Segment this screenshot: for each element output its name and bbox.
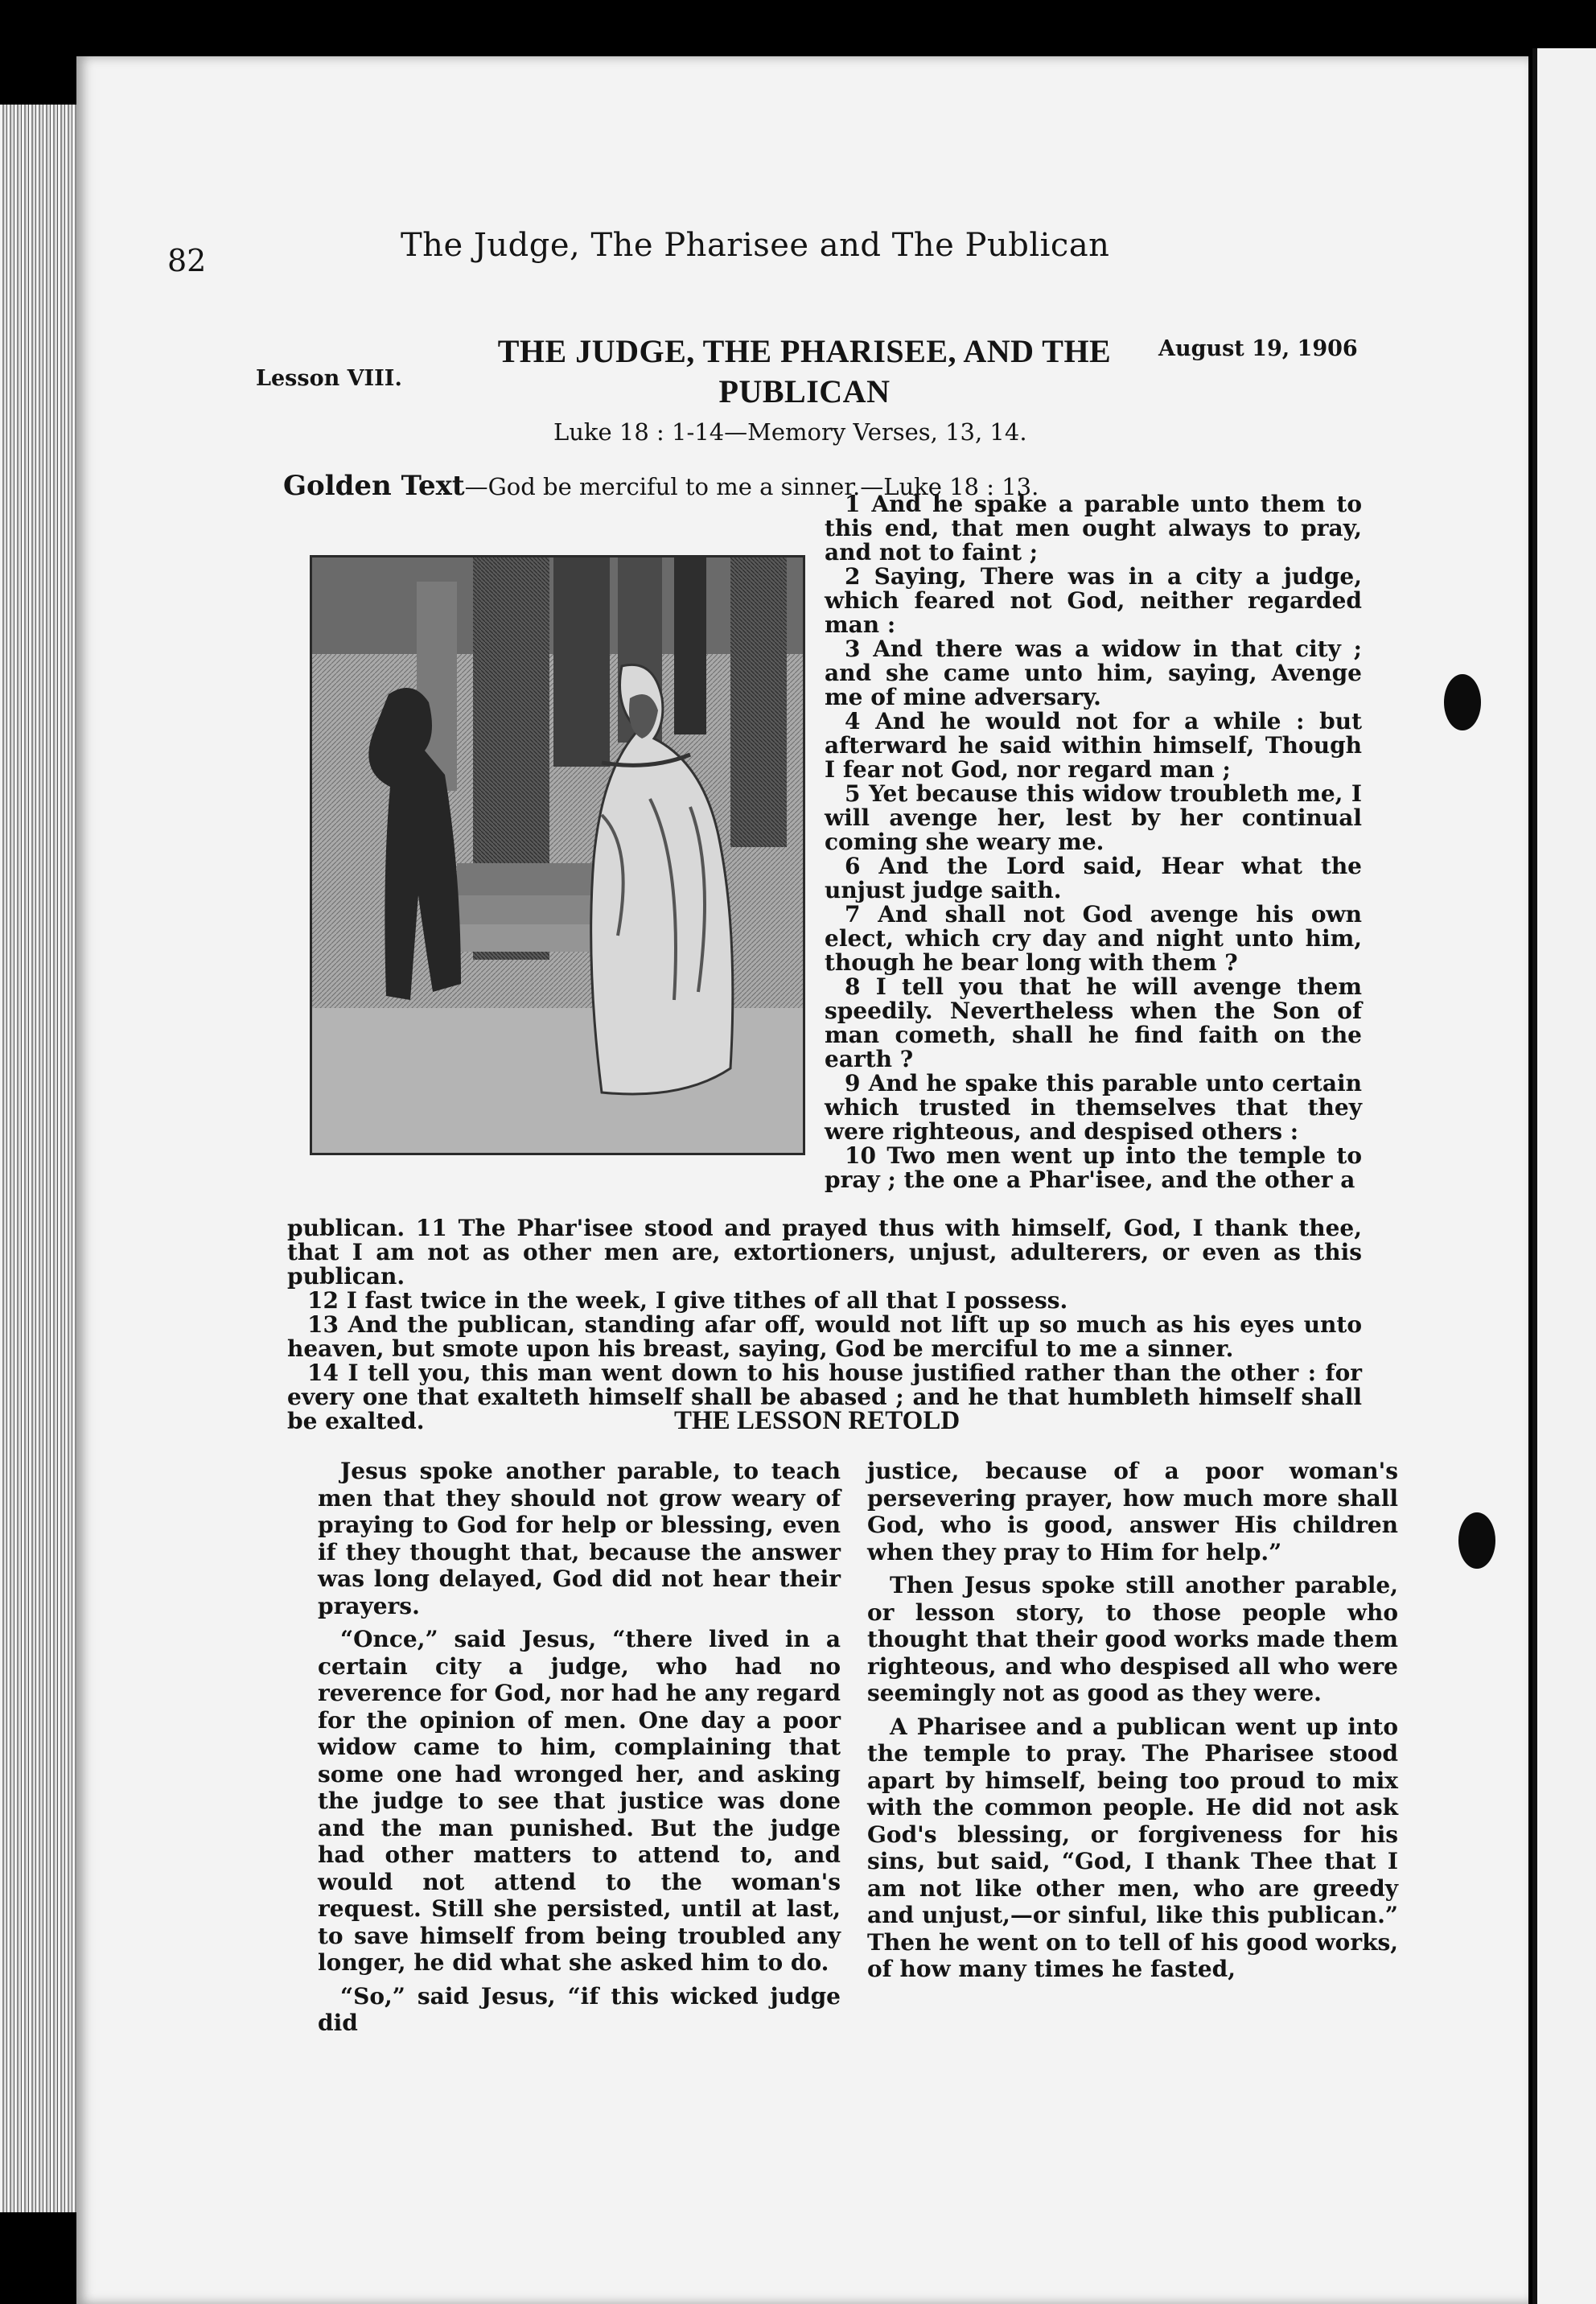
retold-paragraph: “So,” said Jesus, “if this wicked judge did <box>318 1982 841 2036</box>
verse-paragraph: 14 I tell you, this man went down to his house justified rather than the other : for every one that exalteth himself shall be abased ; and he that humbleth himself shall be exalted. <box>287 1360 1362 1434</box>
verse-paragraph: 8 I tell you that he will avenge them speedily. Nevertheless when the Son of man cometh, shall he find faith on the earth ? <box>825 973 1362 1072</box>
running-head <box>167 227 1237 291</box>
retold-column-right <box>867 1458 1398 1989</box>
facing-page-edge <box>1532 48 1596 2304</box>
verse-paragraph: 5 Yet because this widow troubleth me, I will avenge her, lest by her continual coming she weary me. <box>825 780 1362 855</box>
verse-paragraph: 6 And the Lord said, Hear what the unjust judge saith. <box>825 853 1362 903</box>
retold-paragraph: Jesus spoke another parable, to teach men that they should not grow weary of praying to God for help or blessing, even if they thought that, because the answer was long delayed, God did not hear their prayers. <box>318 1458 841 1619</box>
lesson-title: THE JUDGE, THE PHARISEE, AND THE PUBLICAN <box>497 333 1112 409</box>
scripture-reference: Luke 18 : 1-14—Memory Verses, 13, 14. <box>553 418 1027 446</box>
retold-paragraph: “Once,” said Jesus, “there lived in a certain city a judge, who had no reverence for God, nor had he any regard for the opinion of men. One day a poor widow came to him, complaining that some one had wronged her, and asking the judge to see that justice was done and the man punished. But the judge had other matters to attend to, and would not attend to the woman's request. Still she persisted, until at last, to save himself from being troubled any longer, he did what she asked him to do. <box>318 1626 841 1976</box>
running-title: The Judge, The Pharisee and The Publican <box>401 227 1110 264</box>
retold-paragraph: justice, because of a poor woman's persevering prayer, how much more shall God, who is good, answer His children when they pray to Him for help.” <box>867 1458 1398 1565</box>
illustration-pharisee-publican <box>310 555 805 1155</box>
verse-paragraph: publican. 11 The Phar'isee stood and prayed thus with himself, God, I thank thee, that I am not as other men are, extortioners, unjust, adulterers, or even as this publican. <box>287 1215 1362 1290</box>
lesson-date: August 19, 1906 <box>1158 336 1358 361</box>
verse-paragraph: 7 And shall not God avenge his own elect, which cry day and night unto him, though he bear long with them ? <box>825 901 1362 976</box>
retold-paragraph: Then Jesus spoke still another parable, or lesson story, to those people who thought that their good works made them righteous, and who despised all who were seemingly not as good as they were. <box>867 1572 1398 1706</box>
verse-paragraph: 12 I fast twice in the week, I give tithes of all that I possess. <box>307 1287 1068 1314</box>
verse-paragraph: 13 And the publican, standing afar off, would not lift up so much as his eyes unto heaven, but smote upon his breast, saying, God be merciful to me a sinner. <box>287 1311 1362 1362</box>
punch-hole <box>1458 1512 1495 1569</box>
verse-paragraph: 4 And he would not for a while : but afterward he said within himself, Though I fear not God, nor regard man ; <box>825 708 1362 783</box>
punch-hole <box>1444 674 1481 730</box>
verse-paragraph: 1 And he spake a parable unto them to this end, that men ought always to pray, and not to faint ; <box>825 491 1362 566</box>
lesson-label: Lesson VIII. <box>256 366 402 391</box>
retold-paragraph: A Pharisee and a publican went up into the temple to pray. The Pharisee stood apart by himself, being too proud to mix with the common people. He did not ask God's blessing, or forgiveness for his sins, but said, “God, I thank Thee that I am not like other men, who are greedy and unjust,—or sinful, like this publican.” Then he went on to tell of his good works, of how many times he fasted, <box>867 1713 1398 1982</box>
verse-paragraph: 10 Two men went up into the temple to pray ; the one a Phar'isee, and the other a <box>825 1142 1362 1193</box>
golden-text-label: Golden Text <box>283 470 465 502</box>
retold-column-left <box>318 1458 841 2043</box>
section-heading-lesson-retold: THE LESSON RETOLD <box>674 1406 960 1435</box>
engraving-image <box>312 557 803 1153</box>
scripture-verses-full-width <box>287 1216 1362 1434</box>
page-number: 82 <box>167 243 207 278</box>
verse-paragraph: 2 Saying, There was in a city a judge, which feared not God, neither regarded man : <box>825 563 1362 638</box>
scripture-verses-column <box>825 492 1362 1192</box>
golden-text-body: —God be merciful to me a sinner.—Luke 18 : 13. <box>464 473 1039 500</box>
verse-paragraph: 3 And there was a widow in that city ; and she came unto him, saying, Avenge me of mine adversary. <box>825 636 1362 710</box>
verse-paragraph: 9 And he spake this parable unto certain which trusted in themselves that they were righteous, and despised others : <box>825 1070 1362 1145</box>
book-page-edges <box>0 105 79 2212</box>
